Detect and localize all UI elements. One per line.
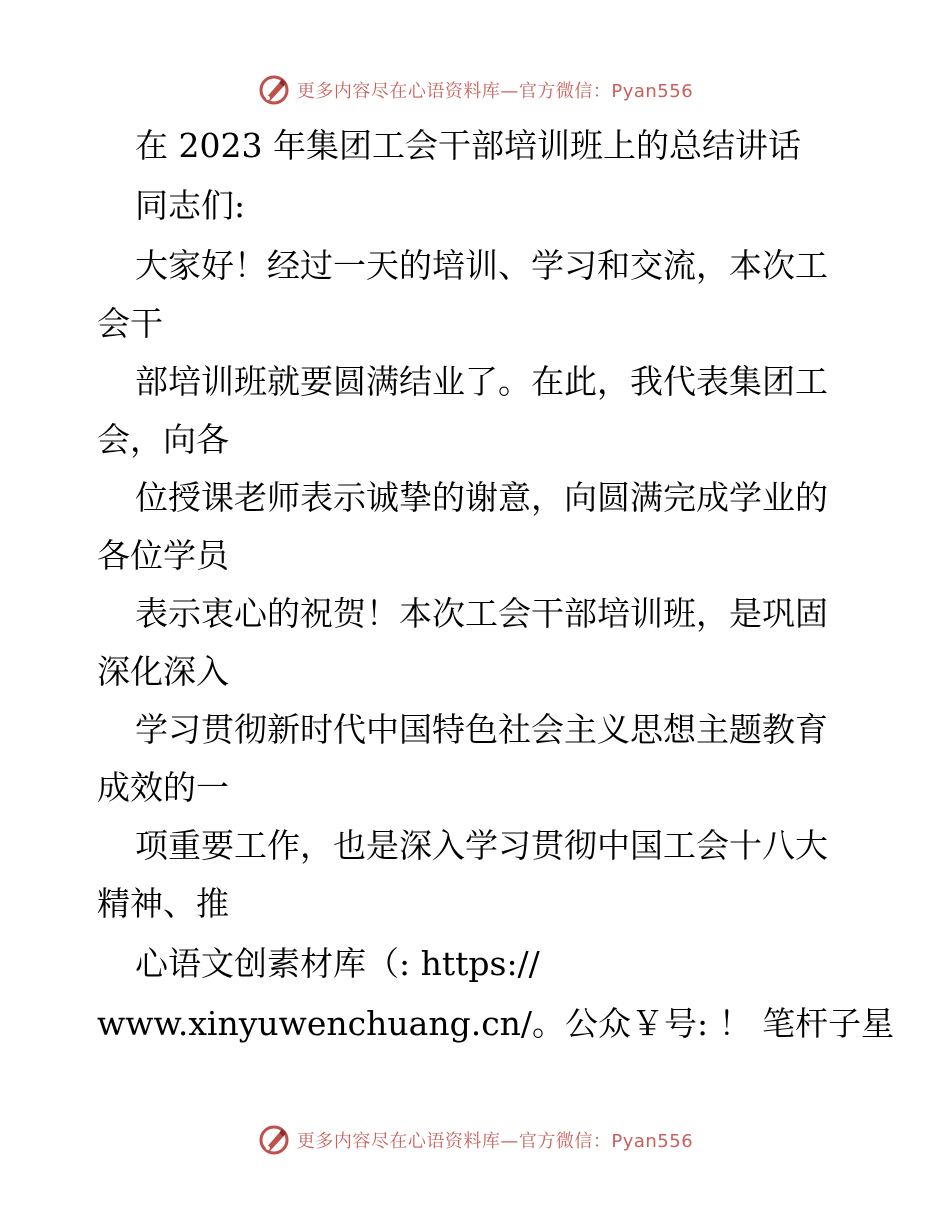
footer-wechat-id: Pyan556: [611, 1131, 694, 1152]
pen-logo-icon: [257, 1123, 291, 1157]
body-line: 精神、推: [97, 884, 229, 923]
body-line: 深化深入: [97, 652, 229, 691]
header-wechat-id: Pyan556: [611, 81, 694, 102]
footer-banner-text: 更多内容尽在心语资料库—官方微信：: [296, 1131, 612, 1152]
body-line: 会，向各: [97, 420, 229, 459]
header-banner-text: 更多内容尽在心语资料库—官方微信：: [296, 81, 612, 102]
footer-watermark-banner: [0, 1122, 950, 1158]
salutation: 同志们:: [135, 186, 246, 225]
body-line: 各位学员: [97, 536, 229, 575]
body-line: www.xinyuwenchuang.cn/。公众￥号: ！ 笔杆子星: [97, 1004, 895, 1043]
body-line: 大家好！经过一天的培训、学习和交流，本次工: [135, 246, 828, 285]
body-line: 学习贯彻新时代中国特色社会主义思想主题教育: [135, 710, 828, 749]
body-line: 项重要工作，也是深入学习贯彻中国工会十八大: [135, 826, 828, 865]
body-line: 表示衷心的祝贺！本次工会干部培训班，是巩固: [135, 594, 828, 633]
document-title: 在 2023 年集团工会干部培训班上的总结讲话: [135, 126, 801, 165]
body-line: 位授课老师表示诚挚的谢意，向圆满完成学业的: [135, 478, 828, 517]
body-line: 会干: [97, 304, 163, 343]
body-line: 成效的一: [97, 768, 229, 807]
body-line: 心语文创素材库（: https://: [135, 944, 540, 983]
body-line: 部培训班就要圆满结业了。在此，我代表集团工: [135, 362, 828, 401]
